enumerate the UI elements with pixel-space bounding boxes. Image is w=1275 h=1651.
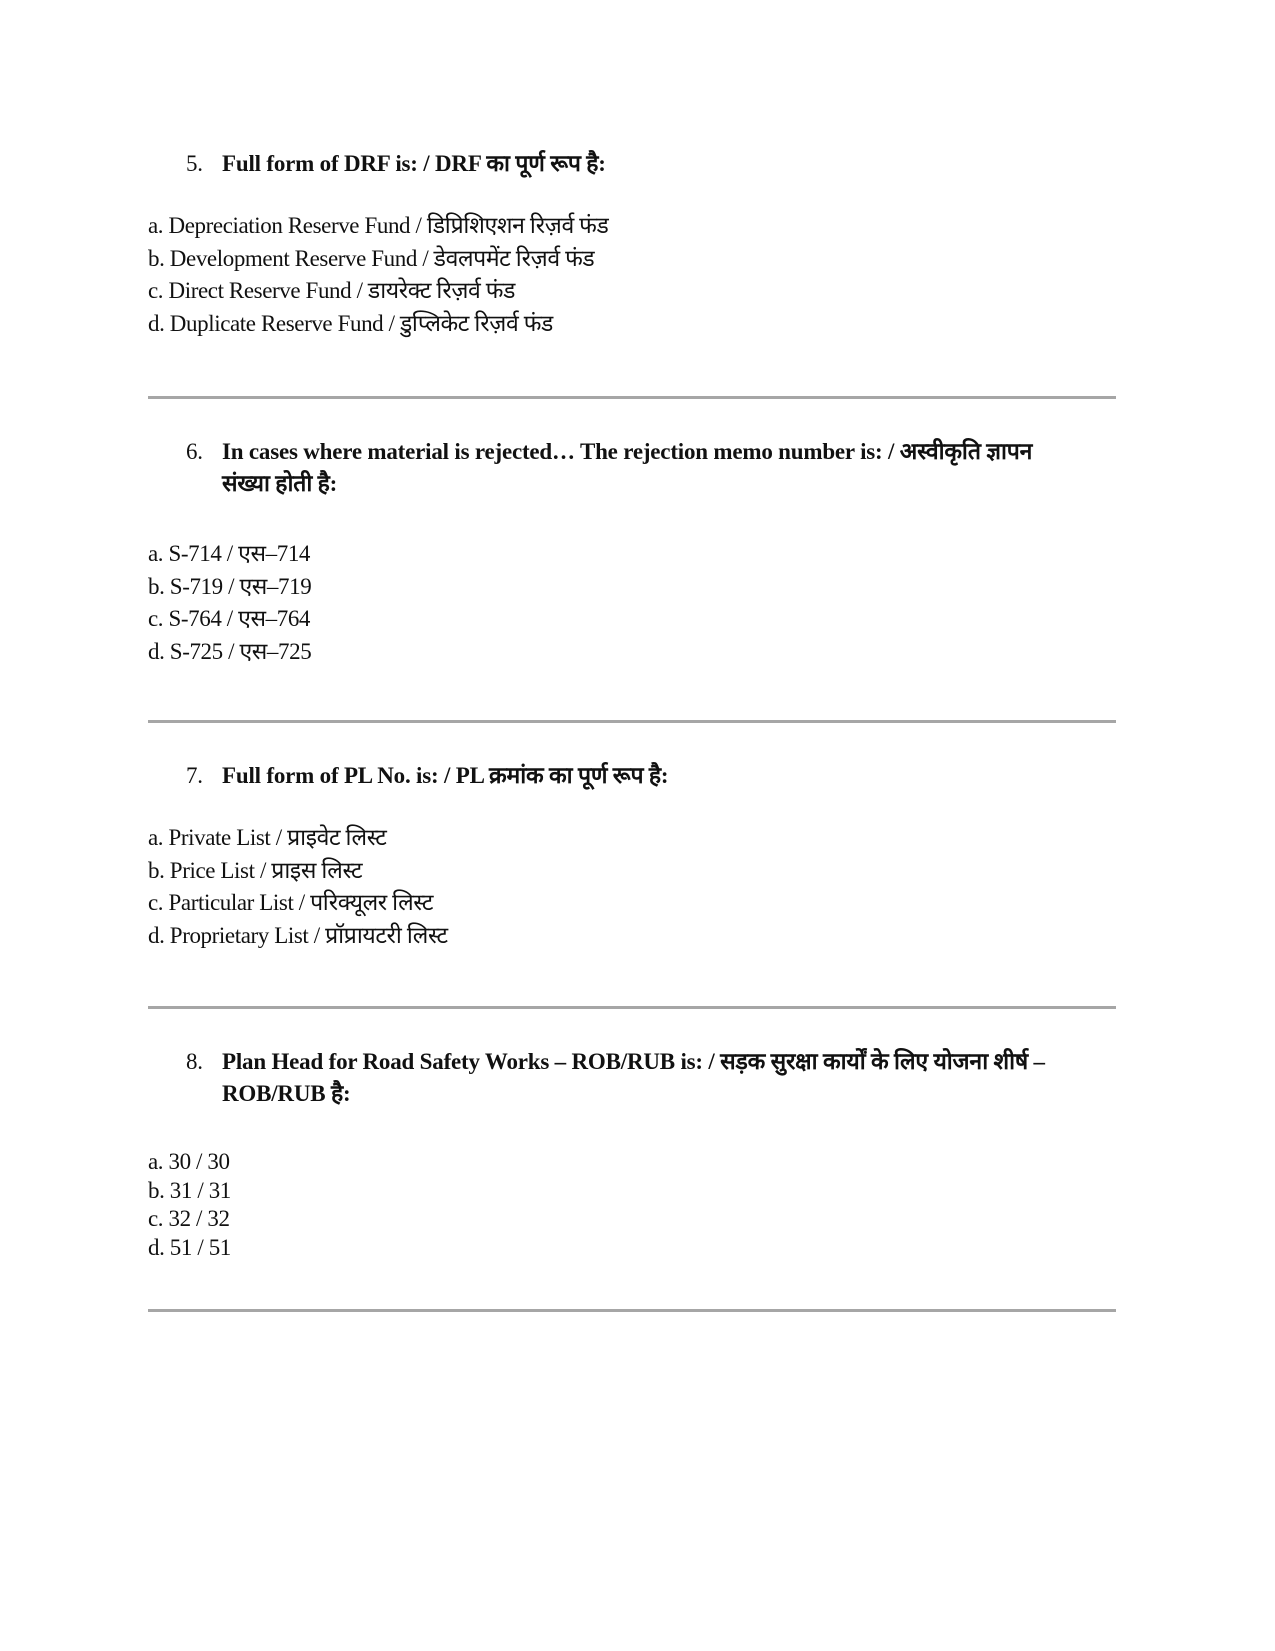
option-list bbox=[148, 822, 1118, 952]
option-b: b. S-719 / एस–719 bbox=[148, 573, 312, 599]
question-text: Plan Head for Road Safety Works – ROB/RUB is: / सड़क सुरक्षा कार्यों के लिए योजना शीर्ष – ROB/RUB है: bbox=[222, 1049, 1045, 1106]
option-a: a. S-714 / एस–714 bbox=[148, 541, 311, 566]
option-c: c. Direct Reserve Fund / डायरेक्ट रिज़र्व फंड bbox=[148, 278, 516, 303]
option-a: a. 30 / 30 bbox=[148, 1149, 230, 1174]
question-8 bbox=[148, 1046, 1118, 1262]
question-text: Full form of PL No. is: / PL क्रमांक का पूर्ण रूप है: bbox=[222, 763, 669, 788]
divider bbox=[148, 1006, 1116, 1009]
option-list bbox=[148, 538, 1118, 668]
question-number: 6. bbox=[186, 439, 203, 464]
option-a: a. Private List / प्राइवेट लिस्ट bbox=[148, 825, 387, 850]
question-heading bbox=[148, 436, 1118, 500]
option-list bbox=[148, 210, 1118, 340]
divider bbox=[148, 396, 1116, 399]
question-heading bbox=[148, 760, 1118, 792]
question-number: 7. bbox=[186, 763, 203, 788]
question-text: In cases where material is rejected… The rejection memo number is: / अस्वीकृति ज्ञापन संख्या होती है: bbox=[222, 439, 1033, 496]
question-text: Full form of DRF is: / DRF का पूर्ण रूप है: bbox=[222, 151, 606, 176]
option-d: d. Proprietary List / प्रॉप्रायटरी लिस्ट bbox=[148, 922, 448, 948]
option-b: b. 31 / 31 bbox=[148, 1177, 231, 1203]
divider bbox=[148, 1309, 1116, 1312]
option-list bbox=[148, 1148, 1118, 1262]
divider bbox=[148, 720, 1116, 723]
option-d: d. S-725 / एस–725 bbox=[148, 638, 312, 664]
question-5 bbox=[148, 148, 1118, 340]
option-d: d. Duplicate Reserve Fund / डुप्लिकेट रिज़र्व फंड bbox=[148, 310, 553, 336]
option-b: b. Development Reserve Fund / डेवलपमेंट रिज़र्व फंड bbox=[148, 245, 595, 271]
option-c: c. Particular List / परिक्यूलर लिस्ट bbox=[148, 890, 434, 915]
question-heading bbox=[148, 148, 1118, 180]
option-c: c. S-764 / एस–764 bbox=[148, 606, 311, 631]
option-d: d. 51 / 51 bbox=[148, 1234, 231, 1260]
question-number: 8. bbox=[186, 1049, 203, 1074]
question-number: 5. bbox=[186, 151, 203, 176]
option-a: a. Depreciation Reserve Fund / डिप्रिशिएशन रिज़र्व फंड bbox=[148, 213, 609, 238]
question-6 bbox=[148, 436, 1118, 668]
option-b: b. Price List / प्राइस लिस्ट bbox=[148, 857, 363, 883]
option-c: c. 32 / 32 bbox=[148, 1206, 230, 1231]
question-7 bbox=[148, 760, 1118, 952]
question-heading bbox=[148, 1046, 1118, 1110]
